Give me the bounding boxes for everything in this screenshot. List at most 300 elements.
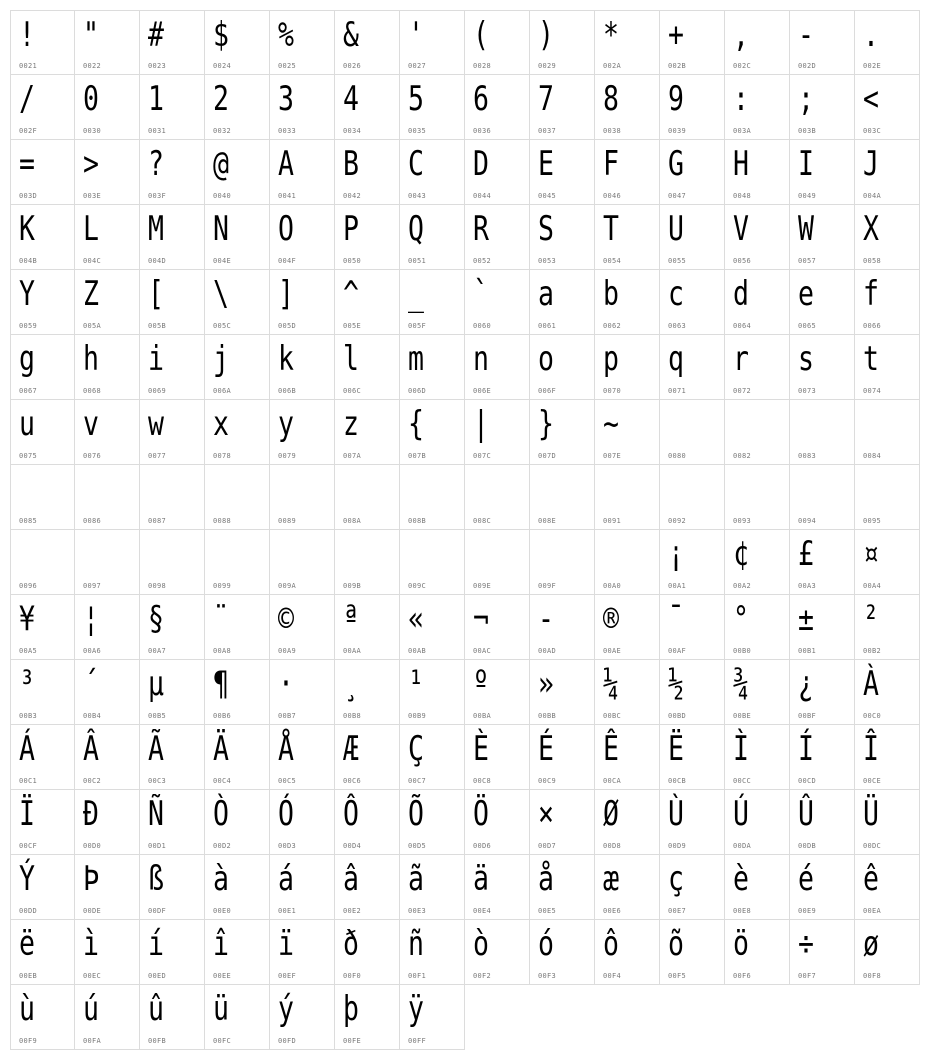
glyph-cell — [400, 75, 465, 140]
glyph-character: \ — [213, 274, 229, 314]
glyph-cell — [595, 335, 660, 400]
glyph-cell — [400, 855, 465, 920]
glyph-character: ¾ — [733, 664, 749, 704]
glyph-cell — [140, 790, 205, 855]
glyph-code: 00BE — [733, 712, 752, 720]
glyph-code: 004E — [213, 257, 232, 265]
glyph-code: 0024 — [213, 62, 232, 70]
glyph-code: 0056 — [733, 257, 752, 265]
glyph-code: 00C3 — [148, 777, 167, 785]
glyph-cell — [75, 465, 140, 530]
glyph-cell — [140, 465, 205, 530]
glyph-character: 0 — [83, 79, 99, 119]
glyph-cell — [595, 530, 660, 595]
glyph-character: õ — [668, 924, 684, 964]
glyph-code: 00D0 — [83, 842, 102, 850]
glyph-code: 0037 — [538, 127, 557, 135]
glyph-code: 00EE — [213, 972, 232, 980]
glyph-cell — [465, 10, 530, 75]
glyph-character: ï — [278, 924, 294, 964]
glyph-cell — [790, 595, 855, 660]
glyph-code: 00E6 — [603, 907, 622, 915]
glyph-cell — [205, 660, 270, 725]
glyph-code: 0041 — [278, 192, 297, 200]
glyph-code: 003D — [19, 192, 38, 200]
glyph-character: B — [343, 144, 359, 184]
glyph-character: D — [473, 144, 489, 184]
glyph-cell — [335, 595, 400, 660]
glyph-character: c — [668, 274, 684, 314]
glyph-code: 002C — [733, 62, 752, 70]
glyph-character: Ú — [733, 794, 749, 834]
glyph-cell — [400, 530, 465, 595]
glyph-cell — [725, 530, 790, 595]
glyph-code: 0071 — [668, 387, 687, 395]
glyph-character: Ñ — [148, 794, 164, 834]
glyph-cell — [400, 400, 465, 465]
glyph-character: ® — [603, 599, 619, 639]
glyph-code: 005A — [83, 322, 102, 330]
glyph-code: 00C8 — [473, 777, 492, 785]
glyph-cell — [400, 985, 465, 1050]
glyph-code: 00E2 — [343, 907, 362, 915]
glyph-cell — [595, 920, 660, 985]
glyph-character: S — [538, 209, 554, 249]
glyph-cell — [465, 530, 530, 595]
glyph-character: 9 — [668, 79, 684, 119]
glyph-code: 002B — [668, 62, 687, 70]
glyph-character: ø — [863, 924, 879, 964]
glyph-cell — [270, 985, 335, 1050]
glyph-character: w — [148, 404, 164, 444]
glyph-character: Õ — [408, 794, 424, 834]
glyph-code: 0068 — [83, 387, 102, 395]
glyph-cell — [270, 725, 335, 790]
glyph-character: Ï — [19, 794, 35, 834]
glyph-character: G — [668, 144, 684, 184]
glyph-cell — [855, 790, 920, 855]
glyph-code: 003F — [148, 192, 167, 200]
glyph-code: 00E8 — [733, 907, 752, 915]
glyph-cell — [465, 75, 530, 140]
glyph-cell — [660, 465, 725, 530]
glyph-code: 00E0 — [213, 907, 232, 915]
glyph-cell — [335, 465, 400, 530]
glyph-code: 00CA — [603, 777, 622, 785]
glyph-cell — [10, 205, 75, 270]
glyph-character: ú — [83, 989, 99, 1029]
glyph-character: ! — [19, 15, 35, 55]
glyph-character: } — [538, 404, 554, 444]
glyph-code: 00C1 — [19, 777, 38, 785]
glyph-character: ª — [343, 599, 359, 639]
glyph-code: 00C7 — [408, 777, 427, 785]
glyph-code: 007B — [408, 452, 427, 460]
glyph-cell — [855, 270, 920, 335]
glyph-code: 006F — [538, 387, 557, 395]
glyph-character: Û — [798, 794, 814, 834]
glyph-character: Ê — [603, 729, 619, 769]
glyph-character: ü — [213, 989, 229, 1029]
glyph-code: 0091 — [603, 517, 622, 525]
glyph-code: 00FD — [278, 1037, 297, 1045]
glyph-code: 00E3 — [408, 907, 427, 915]
glyph-cell — [855, 140, 920, 205]
glyph-character: ß — [148, 859, 164, 899]
glyph-cell — [660, 855, 725, 920]
glyph-code: 0099 — [213, 582, 232, 590]
glyph-code: 00D1 — [148, 842, 167, 850]
glyph-cell — [465, 465, 530, 530]
glyph-cell — [75, 920, 140, 985]
glyph-cell — [205, 725, 270, 790]
glyph-code: 00CD — [798, 777, 817, 785]
glyph-code: 007D — [538, 452, 557, 460]
glyph-code: 00A4 — [863, 582, 882, 590]
glyph-code: 00BA — [473, 712, 492, 720]
glyph-code: 00AB — [408, 647, 427, 655]
glyph-character: 6 — [473, 79, 489, 119]
glyph-character: ¼ — [603, 664, 619, 704]
glyph-code: 0093 — [733, 517, 752, 525]
glyph-character: Y — [19, 274, 35, 314]
glyph-code: 008A — [343, 517, 362, 525]
glyph-code: 007E — [603, 452, 622, 460]
glyph-character: ¦ — [83, 599, 99, 639]
glyph-character: ½ — [668, 664, 684, 704]
glyph-cell — [335, 400, 400, 465]
glyph-code: 0088 — [213, 517, 232, 525]
glyph-character: & — [343, 15, 359, 55]
glyph-cell — [790, 75, 855, 140]
glyph-code: 00F1 — [408, 972, 427, 980]
glyph-character: m — [408, 339, 424, 379]
glyph-cell — [855, 400, 920, 465]
glyph-code: 005B — [148, 322, 167, 330]
glyph-cell — [10, 660, 75, 725]
glyph-character: . — [863, 15, 879, 55]
glyph-character: × — [538, 794, 554, 834]
glyph-cell — [595, 790, 660, 855]
glyph-character: U — [668, 209, 684, 249]
glyph-cell — [530, 400, 595, 465]
glyph-character: ¬ — [473, 599, 489, 639]
glyph-cell — [335, 140, 400, 205]
glyph-character: ù — [19, 989, 35, 1029]
glyph-character: ~ — [603, 404, 619, 444]
glyph-cell — [270, 660, 335, 725]
glyph-code: 00E9 — [798, 907, 817, 915]
glyph-character: H — [733, 144, 749, 184]
glyph-character: î — [213, 924, 229, 964]
glyph-character: À — [863, 664, 879, 704]
glyph-character: ¸ — [343, 664, 359, 704]
glyph-cell — [75, 400, 140, 465]
glyph-code: 0066 — [863, 322, 882, 330]
glyph-code: 00BC — [603, 712, 622, 720]
glyph-cell — [75, 855, 140, 920]
glyph-cell — [790, 205, 855, 270]
glyph-code: 00D6 — [473, 842, 492, 850]
glyph-code: 004F — [278, 257, 297, 265]
glyph-code: 00D5 — [408, 842, 427, 850]
glyph-character: Ä — [213, 729, 229, 769]
glyph-cell — [140, 335, 205, 400]
glyph-character: Đ — [83, 794, 99, 834]
glyph-character: W — [798, 209, 814, 249]
glyph-code: 00C9 — [538, 777, 557, 785]
glyph-cell — [855, 855, 920, 920]
glyph-character: á — [278, 859, 294, 899]
glyph-cell — [530, 140, 595, 205]
glyph-cell — [75, 985, 140, 1050]
glyph-code: 00FE — [343, 1037, 362, 1045]
glyph-cell — [855, 530, 920, 595]
glyph-cell — [855, 660, 920, 725]
glyph-cell — [400, 270, 465, 335]
glyph-code: 00C5 — [278, 777, 297, 785]
glyph-code: 00C6 — [343, 777, 362, 785]
glyph-cell — [270, 595, 335, 660]
glyph-code: 00F0 — [343, 972, 362, 980]
glyph-character: Ý — [19, 859, 35, 899]
glyph-code: 008E — [538, 517, 557, 525]
glyph-character: » — [538, 664, 554, 704]
glyph-character: g — [19, 339, 35, 379]
glyph-character: K — [19, 209, 35, 249]
glyph-cell — [10, 790, 75, 855]
glyph-character: ë — [19, 924, 35, 964]
glyph-character: q — [668, 339, 684, 379]
glyph-code: 0055 — [668, 257, 687, 265]
glyph-character: y — [278, 404, 294, 444]
glyph-code: 00EA — [863, 907, 882, 915]
glyph-cell — [10, 335, 75, 400]
glyph-code: 0034 — [343, 127, 362, 135]
glyph-cell — [465, 595, 530, 660]
glyph-cell — [790, 10, 855, 75]
glyph-cell — [270, 140, 335, 205]
glyph-code: 00B1 — [798, 647, 817, 655]
glyph-cell — [75, 140, 140, 205]
glyph-code: 0063 — [668, 322, 687, 330]
glyph-code: 005E — [343, 322, 362, 330]
glyph-code: 0097 — [83, 582, 102, 590]
glyph-code: 00BB — [538, 712, 557, 720]
glyph-cell — [400, 335, 465, 400]
glyph-code: 003E — [83, 192, 102, 200]
glyph-cell — [75, 790, 140, 855]
glyph-cell — [790, 855, 855, 920]
glyph-character: º — [473, 664, 489, 704]
glyph-code: 0025 — [278, 62, 297, 70]
glyph-character: M — [148, 209, 164, 249]
glyph-cell — [335, 335, 400, 400]
glyph-code: 0082 — [733, 452, 752, 460]
glyph-cell — [270, 530, 335, 595]
glyph-code: 00E5 — [538, 907, 557, 915]
glyph-code: 009F — [538, 582, 557, 590]
glyph-code: 00DD — [19, 907, 38, 915]
glyph-character: Ü — [863, 794, 879, 834]
glyph-cell — [790, 660, 855, 725]
glyph-character: P — [343, 209, 359, 249]
glyph-character: § — [148, 599, 164, 639]
glyph-code: 0039 — [668, 127, 687, 135]
glyph-character: â — [343, 859, 359, 899]
glyph-code: 00BF — [798, 712, 817, 720]
glyph-code: 0052 — [473, 257, 492, 265]
glyph-code: 00FF — [408, 1037, 427, 1045]
glyph-code: 0028 — [473, 62, 492, 70]
glyph-code: 0076 — [83, 452, 102, 460]
glyph-cell — [75, 725, 140, 790]
glyph-character: < — [863, 79, 879, 119]
glyph-character: Ì — [733, 729, 749, 769]
glyph-character: v — [83, 404, 99, 444]
glyph-character: a — [538, 274, 554, 314]
glyph-character: * — [603, 15, 619, 55]
glyph-cell — [400, 595, 465, 660]
glyph-code: 00D2 — [213, 842, 232, 850]
glyph-code: 0094 — [798, 517, 817, 525]
glyph-cell — [790, 530, 855, 595]
glyph-code: 0069 — [148, 387, 167, 395]
glyph-character: Ô — [343, 794, 359, 834]
glyph-cell — [595, 855, 660, 920]
glyph-code: 00E7 — [668, 907, 687, 915]
glyph-cell — [660, 75, 725, 140]
glyph-code: 006C — [343, 387, 362, 395]
glyph-character: u — [19, 404, 35, 444]
glyph-character: 5 — [408, 79, 424, 119]
glyph-code: 0050 — [343, 257, 362, 265]
glyph-code: 0030 — [83, 127, 102, 135]
glyph-code: 0070 — [603, 387, 622, 395]
glyph-cell — [595, 400, 660, 465]
glyph-character: - — [538, 599, 554, 639]
glyph-code: 00EC — [83, 972, 102, 980]
glyph-code: 006B — [278, 387, 297, 395]
glyph-cell — [660, 10, 725, 75]
glyph-character: J — [863, 144, 879, 184]
glyph-code: 0051 — [408, 257, 427, 265]
glyph-character: Ë — [668, 729, 684, 769]
glyph-character: å — [538, 859, 554, 899]
glyph-code: 005D — [278, 322, 297, 330]
glyph-cell — [725, 465, 790, 530]
glyph-cell — [270, 270, 335, 335]
glyph-code: 006A — [213, 387, 232, 395]
glyph-character: / — [19, 79, 35, 119]
glyph-cell — [595, 205, 660, 270]
glyph-cell — [140, 530, 205, 595]
glyph-code: 0061 — [538, 322, 557, 330]
glyph-cell — [270, 75, 335, 140]
glyph-cell — [465, 400, 530, 465]
glyph-code: 00EB — [19, 972, 38, 980]
glyph-cell — [75, 530, 140, 595]
glyph-character: É — [538, 729, 554, 769]
glyph-code: 00F6 — [733, 972, 752, 980]
glyph-code: 00F8 — [863, 972, 882, 980]
glyph-cell — [725, 660, 790, 725]
glyph-cell — [335, 530, 400, 595]
glyph-character: « — [408, 599, 424, 639]
glyph-cell — [270, 400, 335, 465]
glyph-cell — [270, 920, 335, 985]
glyph-character: Þ — [83, 859, 99, 899]
glyph-character: ` — [473, 274, 489, 314]
glyph-code: 0085 — [19, 517, 38, 525]
glyph-code: 0087 — [148, 517, 167, 525]
glyph-character: ( — [473, 15, 489, 55]
glyph-code: 00DA — [733, 842, 752, 850]
glyph-code: 00AE — [603, 647, 622, 655]
glyph-cell — [530, 920, 595, 985]
glyph-cell — [530, 595, 595, 660]
glyph-cell — [335, 985, 400, 1050]
glyph-code: 00F2 — [473, 972, 492, 980]
glyph-character: T — [603, 209, 619, 249]
glyph-cell — [855, 725, 920, 790]
glyph-cell — [530, 660, 595, 725]
glyph-character: ÿ — [408, 989, 424, 1029]
glyph-cell — [790, 400, 855, 465]
glyph-cell — [660, 530, 725, 595]
glyph-code: 0095 — [863, 517, 882, 525]
glyph-code: 00DC — [863, 842, 882, 850]
glyph-code: 0060 — [473, 322, 492, 330]
glyph-character: ¿ — [798, 664, 814, 704]
glyph-cell — [335, 205, 400, 270]
glyph-character: n — [473, 339, 489, 379]
glyph-code: 00B9 — [408, 712, 427, 720]
glyph-character: ¤ — [863, 534, 879, 574]
glyph-code: 00AD — [538, 647, 557, 655]
glyph-cell — [660, 595, 725, 660]
glyph-cell — [530, 205, 595, 270]
glyph-code: 00D9 — [668, 842, 687, 850]
glyph-cell — [530, 270, 595, 335]
glyph-code: 002F — [19, 127, 38, 135]
glyph-cell — [140, 140, 205, 205]
glyph-code: 004D — [148, 257, 167, 265]
glyph-character: ¨ — [213, 599, 229, 639]
glyph-character: Q — [408, 209, 424, 249]
glyph-character: d — [733, 274, 749, 314]
glyph-cell — [400, 660, 465, 725]
glyph-code: 00A7 — [148, 647, 167, 655]
glyph-code: 0062 — [603, 322, 622, 330]
glyph-code: 0089 — [278, 517, 297, 525]
glyph-cell — [660, 335, 725, 400]
glyph-cell — [205, 790, 270, 855]
glyph-character: ð — [343, 924, 359, 964]
glyph-code: 0084 — [863, 452, 882, 460]
glyph-character: í — [148, 924, 164, 964]
glyph-cell — [335, 270, 400, 335]
glyph-character: ÷ — [798, 924, 814, 964]
glyph-code: 0042 — [343, 192, 362, 200]
glyph-code: 0054 — [603, 257, 622, 265]
glyph-cell — [660, 660, 725, 725]
glyph-character: x — [213, 404, 229, 444]
glyph-cell — [205, 530, 270, 595]
glyph-code: 0021 — [19, 62, 38, 70]
glyph-cell — [530, 75, 595, 140]
glyph-cell — [725, 270, 790, 335]
